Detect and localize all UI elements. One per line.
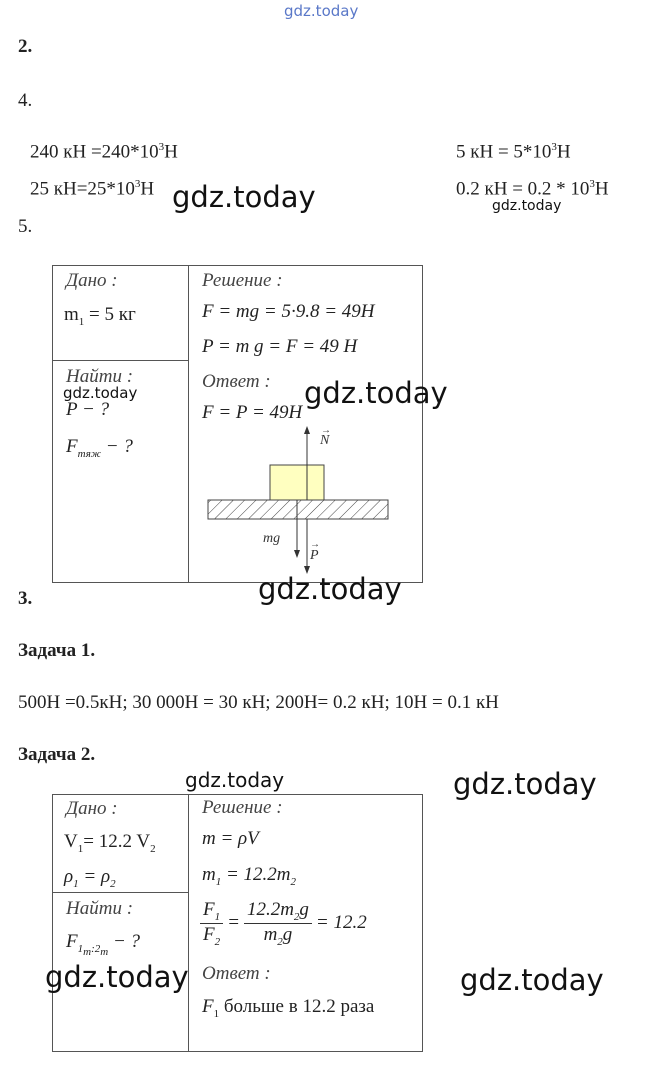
surface-support [208,500,388,519]
gravity-label: mg [263,531,281,546]
watermark: gdz.today [63,384,138,402]
force-diagram [200,420,410,580]
find-title: Найти : [66,898,134,919]
section-4-label: 4. [18,90,33,111]
find-gravity-force: $F_{тяж}$ − ? [66,436,133,460]
answer-line: F = P = 49Н [202,402,303,423]
fraction-force: $\frac{F_1}{F_2}$ [200,899,223,948]
table-divider [188,794,189,1052]
given-volumes: $V_1= 12.2$ $V_2$ [64,831,156,855]
answer-line: $F_1$ больше в 12.2 раза [202,996,375,1020]
table-divider [188,265,189,583]
solution-line-1: F = mg = 5·9.8 = 49Н [202,301,375,322]
body-block [270,465,324,500]
watermark: gdz.today [185,768,285,792]
conversion-240kn: 240 кН $=240*10^3Н$ [30,141,178,163]
table-divider [52,360,189,361]
section-5-label: 5. [18,216,33,237]
watermark: gdz.today [460,963,604,997]
task-2-title: Задача 2. [18,744,96,765]
gravity-arrowhead [294,550,300,558]
given-densities: $\rho_1 = \rho_2$ [64,866,116,890]
given-mass: $m_1 = 5$ кг [64,304,136,328]
solution-line-2: $m_1 = 12.2m_2$ [202,864,297,888]
section-2-label: 2. [18,36,33,57]
vector-mark: → [321,425,331,436]
conversion-25kn: 25 $кН=25*10^3Н$ [30,178,155,200]
normal-force-label: N [320,433,330,448]
watermark-top: gdz.today [284,2,359,20]
watermark: gdz.today [304,376,448,410]
solution-fraction: $\frac{F_1}{F_2}$ = $\frac{12.2m_2g}{m_2g}$ = 12.2 [200,899,367,948]
given-title: Дано : [66,270,118,291]
vector-mark: → [310,539,320,550]
watermark: gdz.today [45,960,189,994]
conversion-0-2kn: 0.2 кН = $0.2 * 10^3Н$ [456,178,609,200]
normal-force-arrowhead [304,426,310,434]
conversion-5kn: 5 кН = $5*10^3Н$ [456,141,571,163]
task-1-text: 500Н =0.5кН; 30 000Н = 30 кН; 200Н= 0.2 кН; 10Н = 0.1 кН [18,692,499,713]
weight-label: P [310,548,319,563]
watermark: gdz.today [258,572,402,606]
given-title: Дано : [66,798,118,819]
solution-title: Решение : [202,270,283,291]
watermark: gdz.today [492,198,562,214]
find-weight: P − ? [66,399,110,420]
find-title: Найти : [66,366,134,387]
fraction-mass: $\frac{12.2m_2g}{m_2g}$ [244,899,312,948]
section-3-label: 3. [18,588,33,609]
find-force-ratio: $F_{1_m:2_m}$ − ? [66,931,141,958]
watermark: gdz.today [172,180,316,214]
watermark: gdz.today [453,767,597,801]
answer-title: Ответ : [202,963,271,984]
solution-line-2: P = m g = F = 49 Н [202,336,358,357]
solution-title: Решение : [202,797,283,818]
solution-line-1: m = ρV [202,828,259,849]
answer-title: Ответ : [202,371,271,392]
table-divider [52,892,189,893]
task-1-title: Задача 1. [18,640,96,661]
